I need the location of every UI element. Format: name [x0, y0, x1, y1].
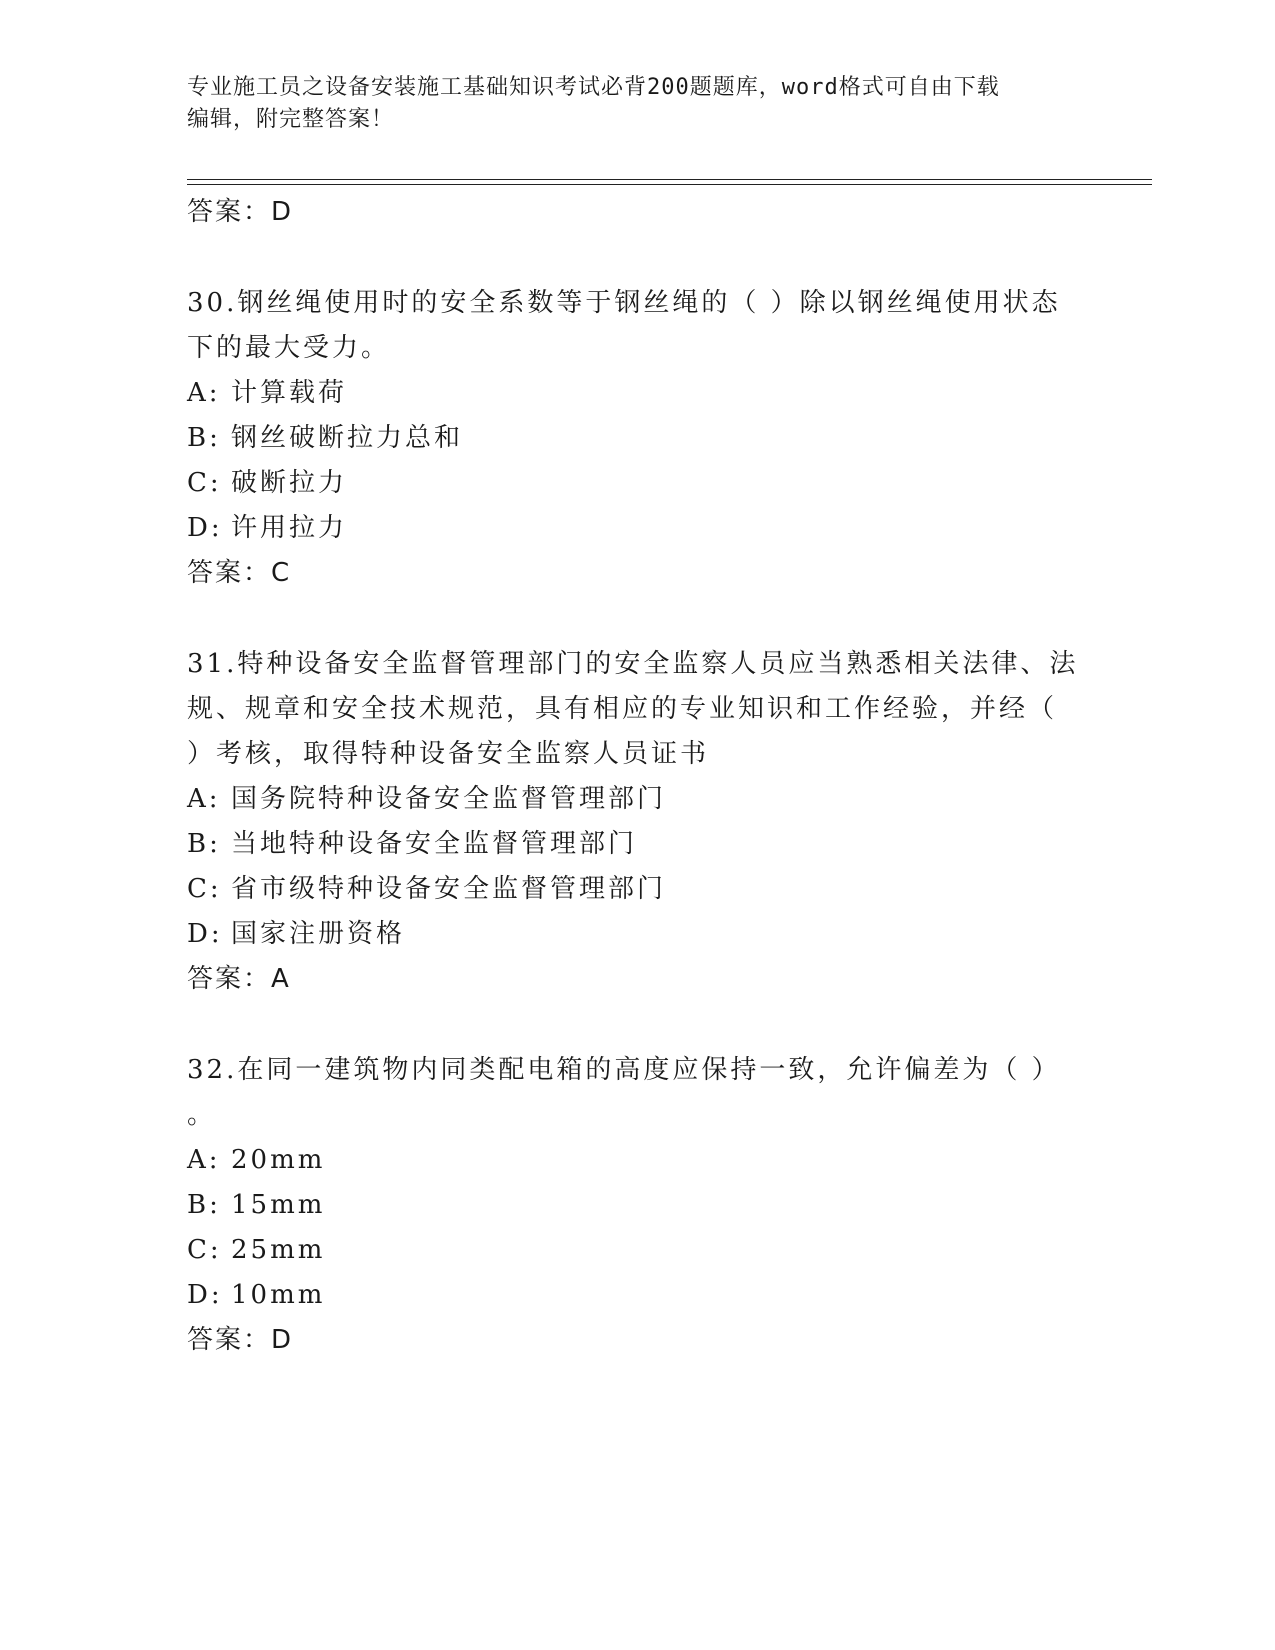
question-stem-line: 31.特种设备安全监督管理部门的安全监察人员应当熟悉相关法律、法: [187, 649, 1079, 679]
option-text: 计算载荷: [231, 378, 348, 408]
option-label: C:: [187, 1235, 222, 1265]
header-divider-top: [187, 179, 1152, 180]
question-31: [187, 642, 1087, 1002]
option-label: A:: [187, 784, 221, 814]
previous-answer: 答案：D: [187, 197, 294, 227]
option-a: [187, 777, 1087, 822]
option-text: 当地特种设备安全监督管理部门: [231, 829, 638, 859]
question-stem-line: 30.钢丝绳使用时的安全系数等于钢丝绳的（ ）除以钢丝绳使用状态: [187, 288, 1061, 318]
question-stem-line: ）考核，取得特种设备安全监察人员证书: [187, 739, 710, 769]
option-c: [187, 461, 1087, 506]
answer: 答案：D: [187, 1325, 294, 1355]
question-32: [187, 1048, 1087, 1363]
header-line-2: 编辑，附完整答案！: [187, 107, 395, 132]
question-stem-line: 下的最大受力。: [187, 333, 391, 363]
option-label: B:: [187, 1190, 221, 1220]
option-a: [187, 1138, 1087, 1183]
option-b: [187, 1183, 1087, 1228]
option-text: 25mm: [231, 1235, 326, 1265]
option-text: 省市级特种设备安全监督管理部门: [231, 874, 667, 904]
question-stem-line: 。: [187, 1100, 217, 1130]
spacer: [187, 596, 1087, 642]
option-c: [187, 1228, 1087, 1273]
spacer: [187, 235, 1087, 281]
option-text: 10mm: [231, 1280, 326, 1310]
answer: 答案：A: [187, 964, 291, 994]
option-label: A:: [187, 378, 221, 408]
page-header: [187, 72, 1067, 136]
option-text: 许用拉力: [231, 513, 348, 543]
question-30: [187, 281, 1087, 596]
document-body: [187, 190, 1087, 1363]
option-text: 国家注册资格: [231, 919, 406, 949]
option-label: D:: [187, 919, 223, 949]
option-label: D:: [187, 1280, 223, 1310]
option-label: C:: [187, 874, 222, 904]
option-text: 钢丝破断拉力总和: [231, 423, 464, 453]
option-text: 国务院特种设备安全监督管理部门: [231, 784, 667, 814]
answer: 答案：C: [187, 558, 292, 588]
option-label: B:: [187, 829, 221, 859]
option-b: [187, 822, 1087, 867]
option-a: [187, 371, 1087, 416]
option-text: 20mm: [231, 1145, 326, 1175]
option-label: B:: [187, 423, 221, 453]
option-d: [187, 1273, 1087, 1318]
question-stem-line: 32.在同一建筑物内同类配电箱的高度应保持一致，允许偏差为（ ）: [187, 1055, 1061, 1085]
spacer: [187, 1002, 1087, 1048]
option-text: 破断拉力: [231, 468, 348, 498]
option-label: A:: [187, 1145, 221, 1175]
option-d: [187, 506, 1087, 551]
header-divider-bottom: [187, 184, 1152, 185]
option-b: [187, 416, 1087, 461]
header-line-1: 专业施工员之设备安装施工基础知识考试必背200题题库，word格式可自由下载: [187, 75, 1000, 100]
option-text: 15mm: [231, 1190, 326, 1220]
option-label: D:: [187, 513, 223, 543]
option-label: C:: [187, 468, 222, 498]
option-d: [187, 912, 1087, 957]
question-stem-line: 规、规章和安全技术规范，具有相应的专业知识和工作经验，并经（: [187, 694, 1058, 724]
option-c: [187, 867, 1087, 912]
